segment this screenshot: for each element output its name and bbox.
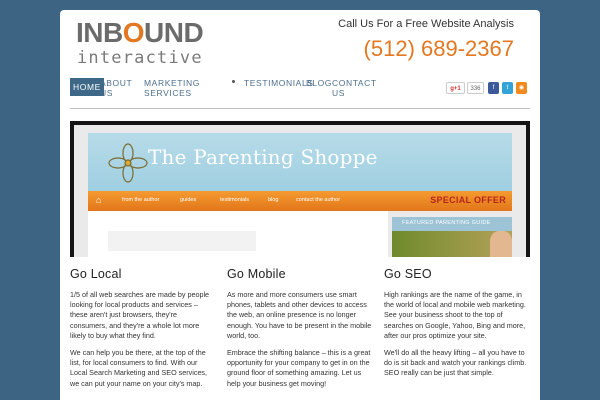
logo-part-o: O bbox=[122, 17, 145, 48]
twitter-icon[interactable]: t bbox=[502, 82, 513, 94]
logo-part-und: UND bbox=[144, 17, 204, 48]
column-paragraph: High rankings are the name of the game, in the world of local and mobile web marketing. See your business shoot to the top of searches on Google, Yahoo, Bing and more, after our pros optimize your site. bbox=[384, 290, 526, 340]
featured-guide-image bbox=[392, 231, 512, 257]
page-container bbox=[60, 10, 540, 400]
facebook-icon[interactable]: f bbox=[488, 82, 499, 94]
column-title: Go Mobile bbox=[227, 267, 286, 281]
column-title: Go Local bbox=[70, 267, 122, 281]
nav-divider bbox=[70, 108, 530, 109]
nav-testimonials[interactable]: TESTIMONIALS bbox=[244, 78, 314, 88]
rss-icon[interactable]: ◉ bbox=[516, 82, 527, 94]
nav-home[interactable]: HOME bbox=[70, 78, 104, 96]
column-paragraph: As more and more consumers use smart phones, tablets and other devices to access the web, an online presence is no longer enough. You have to be present in the mobile world, too. bbox=[227, 290, 372, 340]
site-logo[interactable] bbox=[76, 16, 236, 72]
column-paragraph: Embrace the shifting balance – this is a great opportunity for your company to get in on the ground floor of something amazing. Let us help your business get moving! bbox=[227, 348, 371, 388]
hero-nav-item: from the author bbox=[122, 197, 160, 203]
home-icon: ⌂ bbox=[96, 195, 102, 205]
column-paragraph: We'll do all the heavy lifting – all you have to do is sit back and watch your rankings climb. SEO really can be just that simple. bbox=[384, 348, 527, 378]
hero-content-box bbox=[108, 231, 256, 251]
share-count: 336 bbox=[467, 82, 484, 94]
logo-part-b: B bbox=[103, 17, 123, 48]
column-go-local bbox=[70, 267, 216, 396]
hero-site-content bbox=[88, 211, 388, 257]
call-to-action-text: Call Us For a Free Website Analysis bbox=[338, 18, 514, 30]
logo-part-in: IN bbox=[76, 17, 103, 48]
hero-slideshow[interactable] bbox=[70, 121, 530, 257]
column-paragraph: We can help you be there, at the top of the list, for local consumers to find. With our Local Search Marketing and SEO services, we can put your name on your city's map. bbox=[70, 348, 208, 388]
phone-number[interactable]: (512) 689-2367 bbox=[363, 36, 514, 61]
flower-icon bbox=[108, 143, 148, 183]
column-go-mobile bbox=[227, 267, 373, 396]
nav-marketing-services[interactable]: MARKETING SERVICES bbox=[144, 78, 200, 98]
hero-site-banner bbox=[88, 133, 512, 191]
hero-screenshot bbox=[74, 125, 526, 257]
hero-nav-item: testimonials bbox=[220, 197, 250, 203]
nav-blog[interactable]: BLOG bbox=[306, 78, 333, 88]
hero-site-title: The Parenting Shoppe bbox=[148, 145, 378, 169]
child-photo bbox=[490, 231, 512, 257]
column-go-seo bbox=[384, 267, 530, 386]
hero-nav-item: guides bbox=[180, 197, 197, 203]
featured-guide-label: FEATURED PARENTING GUIDE bbox=[402, 220, 491, 226]
google-plus-button[interactable]: g+1 bbox=[446, 82, 465, 94]
hero-site-nav bbox=[88, 191, 512, 211]
logo-wordmark bbox=[76, 16, 203, 50]
column-title: Go SEO bbox=[384, 267, 432, 281]
featured-guide-header bbox=[392, 217, 512, 231]
hero-nav-item: blog bbox=[268, 197, 279, 203]
special-offer-label: SPECIAL OFFER bbox=[430, 195, 506, 205]
nav-contact-us[interactable]: CONTACT US bbox=[332, 78, 377, 98]
hero-nav-item: contact the author bbox=[296, 197, 341, 203]
nav-about-us[interactable]: ABOUT US bbox=[100, 78, 133, 98]
column-paragraph: 1/5 of all web searches are made by people looking for local products and services – these aren't just browsers, they're consumers, and they're a whole lot more likely to buy what they find. bbox=[70, 290, 210, 340]
dropdown-indicator-icon bbox=[232, 80, 235, 83]
logo-tagline: interactive bbox=[77, 48, 203, 68]
